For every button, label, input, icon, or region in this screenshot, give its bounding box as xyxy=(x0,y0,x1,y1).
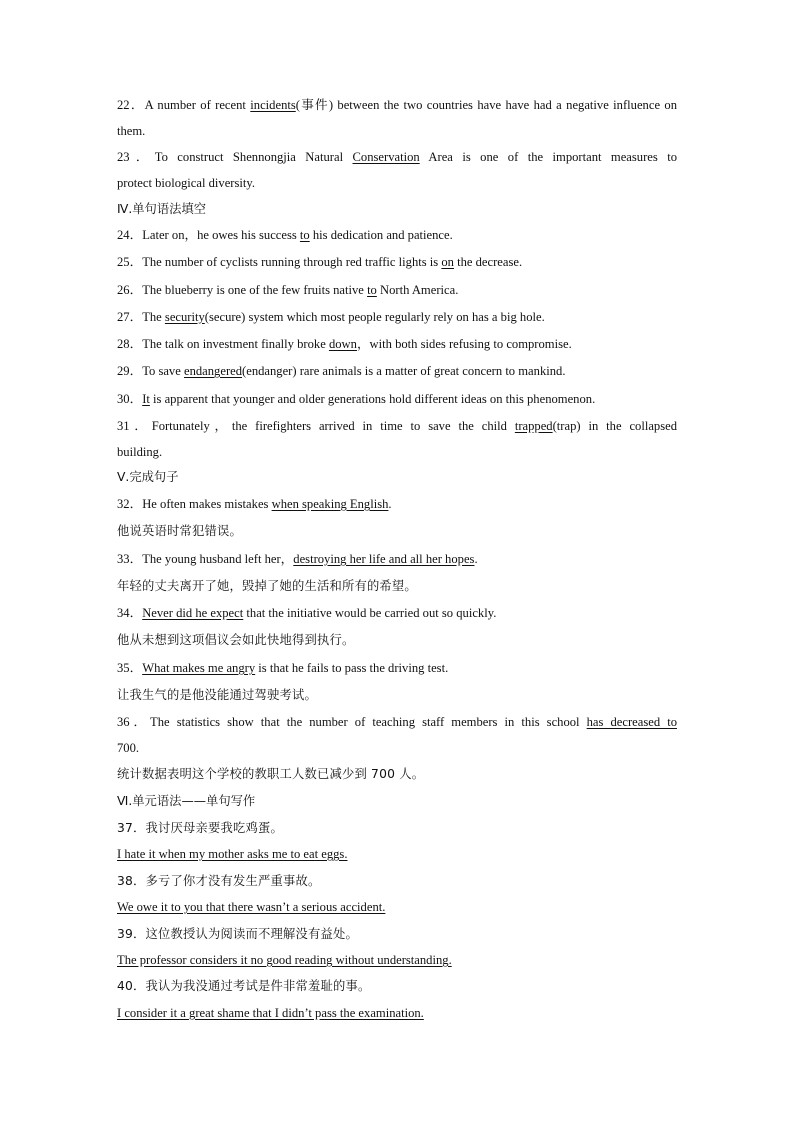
q39-answer: The professor considers it no good reading without understanding. xyxy=(117,953,452,967)
q36-answer: has decreased to xyxy=(586,715,677,729)
q32: 32．He often makes mistakes when speaking English. xyxy=(117,497,392,511)
q25-answer: on xyxy=(441,255,454,269)
q23-answer: Conservation xyxy=(352,150,420,164)
q33-translation: 年轻的丈夫离开了她，毁掉了她的生活和所有的希望。 xyxy=(117,579,417,593)
q35-answer: What makes me angry xyxy=(142,661,256,675)
q36-line2: 700. xyxy=(117,741,140,755)
q22-line2: them. xyxy=(117,124,146,138)
q36-translation: 统计数据表明这个学校的教职工人数已减少到 700 人。 xyxy=(117,767,425,781)
q33: 33．The young husband left her，destroying her life and all her hopes. xyxy=(117,552,478,566)
q27-answer: security xyxy=(164,310,205,324)
q39-prompt: 39．这位教授认为阅读而不理解没有益处。 xyxy=(117,927,358,941)
q23-line1: 23．To construct Shennongjia Natural Conservation Area is one of the important measures to xyxy=(117,150,678,164)
q40-prompt: 40．我认为我没通过考试是件非常羞耻的事。 xyxy=(117,979,371,993)
q33-answer: destroying her life and all her hopes xyxy=(293,552,475,566)
q34: 34．Never did he expect that the initiative would be carried out so quickly. xyxy=(117,606,497,620)
section-6-heading: Ⅵ.单元语法——单句写作 xyxy=(117,794,256,808)
q29: 29．To save endangered(endanger) rare animals is a matter of great concern to mankind. xyxy=(117,364,566,378)
q22-line1: 22．A number of recent incidents(事件) between the two countries have have had a negative influence on xyxy=(117,98,678,112)
q35: 35．What makes me angry is that he fails to pass the driving test. xyxy=(117,661,449,675)
q36-line1: 36．The statistics show that the number of teaching staff members in this school has decreased to xyxy=(117,715,677,729)
q38-prompt: 38．多亏了你才没有发生严重事故。 xyxy=(117,874,321,888)
q30: 30．It is apparent that younger and older generations hold different ideas on this phenomenon. xyxy=(117,392,596,406)
q35-translation: 让我生气的是他没能通过驾驶考试。 xyxy=(117,688,317,702)
q40-answer: I consider it a great shame that I didn’t pass the examination. xyxy=(117,1006,424,1020)
q22-answer: incidents xyxy=(250,98,296,112)
q24-answer: to xyxy=(299,228,310,242)
q26-answer: to xyxy=(367,283,377,297)
q28: 28．The talk on investment finally broke down，with both sides refusing to compromise. xyxy=(117,337,572,351)
q37-answer: I hate it when my mother asks me to eat eggs. xyxy=(117,847,348,861)
q31-line2: building. xyxy=(117,445,163,459)
q31-line1: 31．Fortunately，the firefighters arrived in time to save the child trapped(trap) in the collapsed xyxy=(117,419,678,433)
q30-answer: It xyxy=(142,392,150,406)
q23-line2: protect biological diversity. xyxy=(117,176,256,190)
q38-answer: We owe it to you that there wasn’t a serious accident. xyxy=(117,900,386,914)
q25: 25．The number of cyclists running through red traffic lights is on the decrease. xyxy=(117,255,523,269)
q32-translation: 他说英语时常犯错误。 xyxy=(117,524,242,538)
q24: 24．Later on，he owes his success to his dedication and patience. xyxy=(117,228,453,242)
q37-prompt: 37．我讨厌母亲要我吃鸡蛋。 xyxy=(117,821,284,835)
q34-answer: Never did he expect xyxy=(142,606,244,620)
q32-answer: when speaking English xyxy=(271,497,389,511)
section-5-heading: Ⅴ.完成句子 xyxy=(117,470,179,484)
q29-answer: endangered xyxy=(183,364,243,378)
q26: 26．The blueberry is one of the few fruits native to North America. xyxy=(117,283,459,297)
q31-answer: trapped xyxy=(514,419,553,433)
q27: 27．The security(secure) system which most people regularly rely on has a big hole. xyxy=(117,310,545,324)
section-4-heading: Ⅳ.单句语法填空 xyxy=(117,202,207,216)
q34-translation: 他从未想到这项倡议会如此快地得到执行。 xyxy=(117,633,355,647)
q28-answer: down xyxy=(328,337,357,351)
